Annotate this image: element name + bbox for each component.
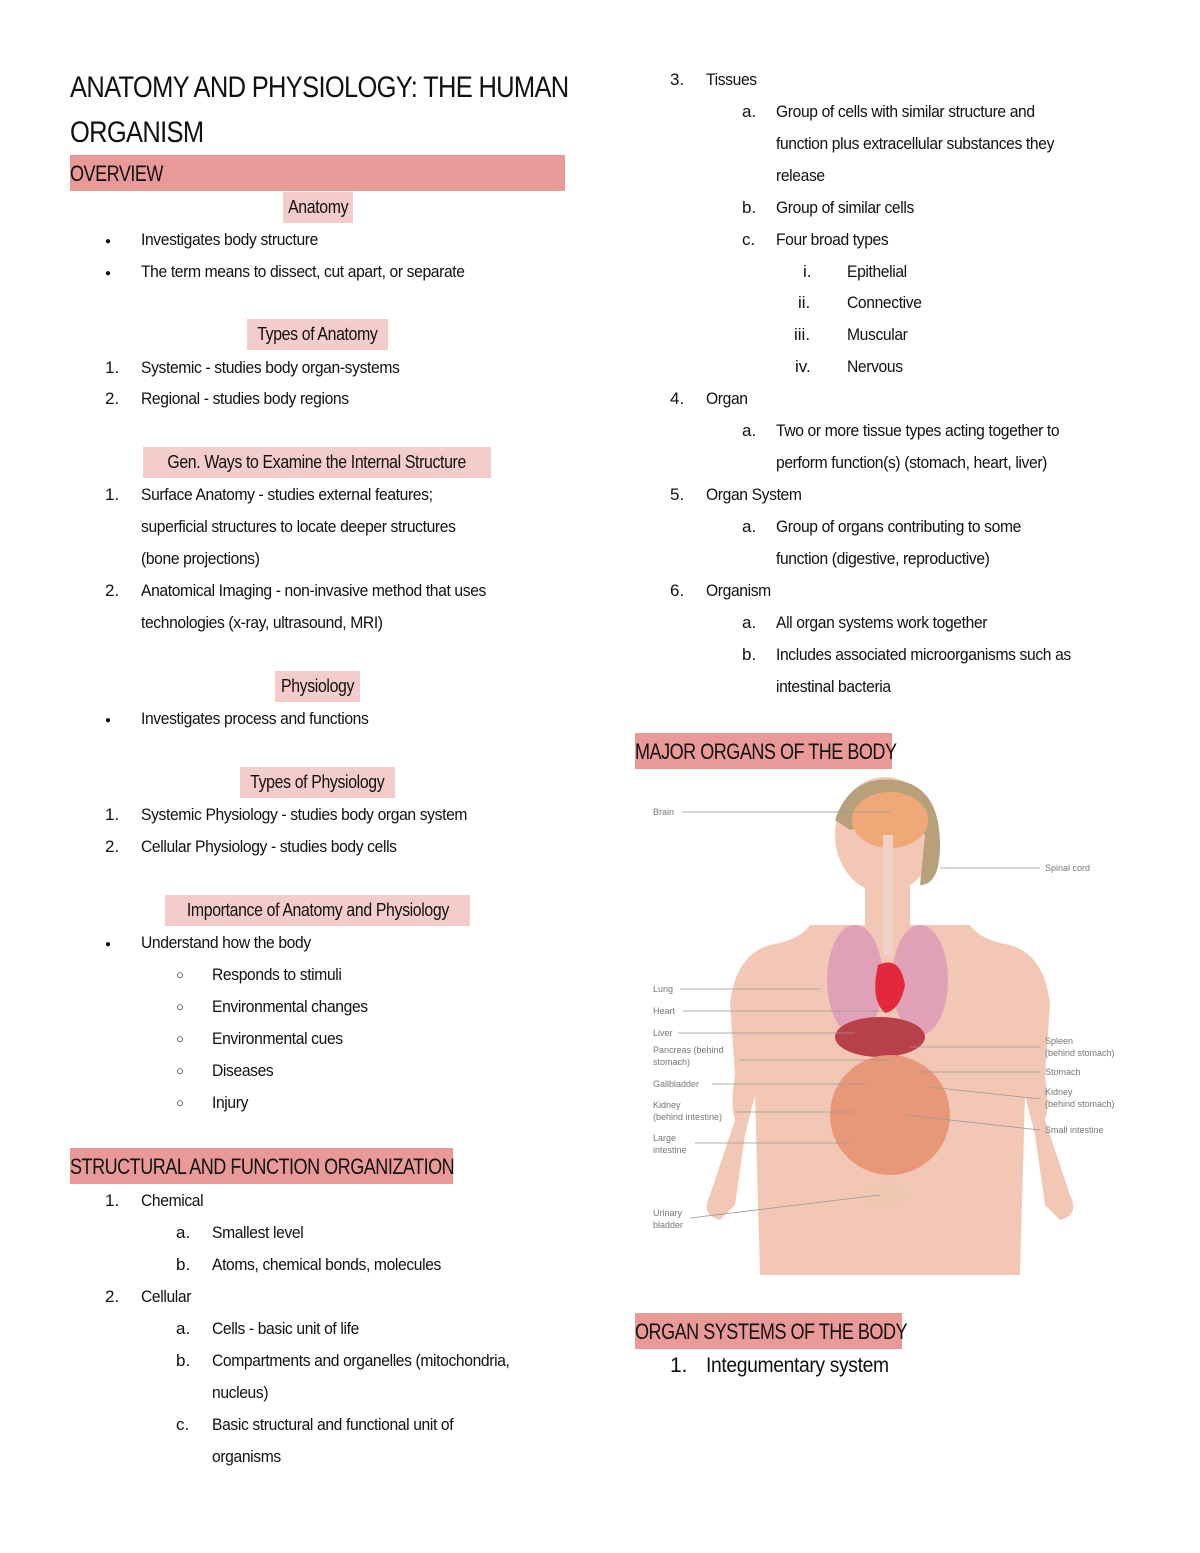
list-number: 1. [105,805,120,824]
subheading-gen-ways: Gen. Ways to Examine the Internal Structure [143,447,491,478]
list-item: Group of similar cells [776,198,914,217]
list-item: Compartments and organelles (mitochondria, [212,1351,510,1370]
list-letter: b. [742,645,757,664]
list-number: 4. [670,389,685,408]
list-roman: ii. [798,293,811,312]
label-heart: Heart [653,1006,676,1016]
label-small-intestine: Small intestine [1045,1125,1104,1135]
circle-bullet-icon: ○ [176,999,184,1014]
doc-title-line1: ANATOMY AND PHYSIOLOGY: THE HUMAN [70,71,569,104]
list-item: Group of organs contributing to some [776,517,1021,536]
list-letter: a. [176,1223,191,1242]
label-large-intestine: intestine [653,1145,687,1155]
section-structural: STRUCTURAL AND FUNCTION ORGANIZATION [70,1148,453,1184]
label-lung: Lung [653,984,674,994]
list-letter: b. [742,198,757,217]
list-number: 1. [670,1354,688,1377]
bullet-icon: ● [105,268,112,279]
label-spleen: (behind stomach) [1045,1048,1115,1058]
subheading-importance: Importance of Anatomy and Physiology [165,895,470,926]
list-item: Cells - basic unit of life [212,1319,359,1338]
label-kidney: Kidney [653,1100,681,1110]
circle-bullet-icon: ○ [176,967,184,982]
list-number: 2. [105,837,120,856]
circle-bullet-icon: ○ [176,1063,184,1078]
list-item: Chemical [141,1191,204,1210]
list-item: Regional - studies body regions [141,389,349,408]
label-spleen: Spleen [1045,1036,1074,1046]
list-item: Systemic - studies body organ-systems [141,358,400,377]
section-heading: OVERVIEW [70,161,163,186]
label-urinary-bladder: bladder [653,1220,684,1230]
list-item: Epithelial [847,262,907,281]
bullet-icon: ● [105,236,112,247]
list-letter: b. [176,1351,191,1370]
section-major-organs: MAJOR ORGANS OF THE BODY [635,733,892,769]
list-number: 2. [105,389,120,408]
list-item: nucleus) [212,1383,269,1402]
list-item: Investigates body structure [141,230,318,249]
list-item: Understand how the body [141,933,311,952]
list-item: Nervous [847,357,903,376]
label-urinary-bladder: Urinary [653,1208,683,1218]
list-item: Smallest level [212,1223,304,1242]
liver [835,1017,925,1057]
list-item: superficial structures to locate deeper structures [141,517,456,536]
list-item: release [776,166,825,185]
list-item: Connective [847,293,922,312]
label-kidney-right: (behind stomach) [1045,1099,1115,1109]
label-spinal-cord: Spinal cord [1045,863,1091,873]
list-item: Includes associated microorganisms such as [776,645,1071,664]
list-number: 2. [105,1287,120,1306]
list-item: Integumentary system [706,1354,889,1377]
list-number: 3. [670,70,685,89]
list-letter: c. [742,230,756,249]
list-item: Basic structural and functional unit of [212,1415,454,1434]
list-number: 1. [105,358,120,377]
list-item: perform function(s) (stomach, heart, liver) [776,453,1047,472]
list-item: Surface Anatomy - studies external features; [141,485,433,504]
list-letter: a. [742,517,757,536]
label-gallbladder: Gallbladder [653,1079,700,1089]
list-item: The term means to dissect, cut apart, or separate [141,262,465,281]
circle-bullet-icon: ○ [176,1095,184,1110]
label-stomach: Stomach [1045,1067,1081,1077]
list-item: All organ systems work together [776,613,988,632]
section-organ-systems: ORGAN SYSTEMS OF THE BODY [635,1313,902,1349]
subheading-types-physiology: Types of Physiology [240,767,395,798]
subheading-types-anatomy: Types of Anatomy [247,319,388,350]
circle-bullet-icon: ○ [176,1031,184,1046]
list-item: Four broad types [776,230,889,249]
list-item: Investigates process and functions [141,709,369,728]
bladder [863,1181,907,1209]
list-item: (bone projections) [141,549,260,568]
list-item: function (digestive, reproductive) [776,549,990,568]
label-brain: Brain [653,807,675,817]
list-number: 6. [670,581,685,600]
list-item: Organism [706,581,771,600]
list-item: Cellular [141,1287,192,1306]
list-item: Cellular Physiology - studies body cells [141,837,397,856]
label-liver: Liver [653,1028,673,1038]
list-roman: iii. [794,325,811,344]
bullet-icon: ● [105,939,112,950]
list-letter: c. [176,1415,190,1434]
list-number: 5. [670,485,685,504]
list-item: Environmental cues [212,1029,343,1048]
list-item: Organ [706,389,748,408]
list-letter: a. [742,421,757,440]
list-letter: a. [176,1319,191,1338]
label-pancreas: Pancreas (behind [653,1045,724,1055]
subheading-physiology: Physiology [275,671,360,702]
list-item: Group of cells with similar structure and [776,102,1035,121]
label-large-intestine: Large [653,1133,677,1143]
bullet-icon: ● [105,715,112,726]
list-item: Muscular [847,325,908,344]
list-number: 2. [105,581,120,600]
major-organs-figure [640,775,1140,1275]
subheading-anatomy: Anatomy [283,192,353,223]
list-item: Organ System [706,485,802,504]
list-letter: a. [742,613,757,632]
list-item: Diseases [212,1061,274,1080]
list-item: function plus extracellular substances they [776,134,1055,153]
doc-title-line2: ORGANISM [70,116,204,149]
intestines [830,1055,950,1175]
spinal-cord [883,835,893,955]
list-roman: iv. [795,357,811,376]
list-item: Responds to stimuli [212,965,342,984]
list-item: Environmental changes [212,997,368,1016]
list-item: Systemic Physiology - studies body organ system [141,805,468,824]
list-item: Anatomical Imaging - non-invasive method that uses [141,581,486,600]
list-item: Tissues [706,70,757,89]
label-kidney-right: Kidney [1045,1087,1073,1097]
list-item: intestinal bacteria [776,677,891,696]
section-overview [70,155,565,191]
list-item: organisms [212,1447,281,1466]
list-item: Atoms, chemical bonds, molecules [212,1255,442,1274]
list-number: 1. [105,1191,120,1210]
list-item: technologies (x-ray, ultrasound, MRI) [141,613,383,632]
label-pancreas: stomach) [653,1057,691,1067]
list-item: Injury [212,1093,249,1112]
label-kidney: (behind intestine) [653,1112,723,1122]
list-letter: a. [742,102,757,121]
list-item: Two or more tissue types acting together to [776,421,1060,440]
list-roman: i. [803,262,812,281]
list-number: 1. [105,485,120,504]
list-letter: b. [176,1255,191,1274]
